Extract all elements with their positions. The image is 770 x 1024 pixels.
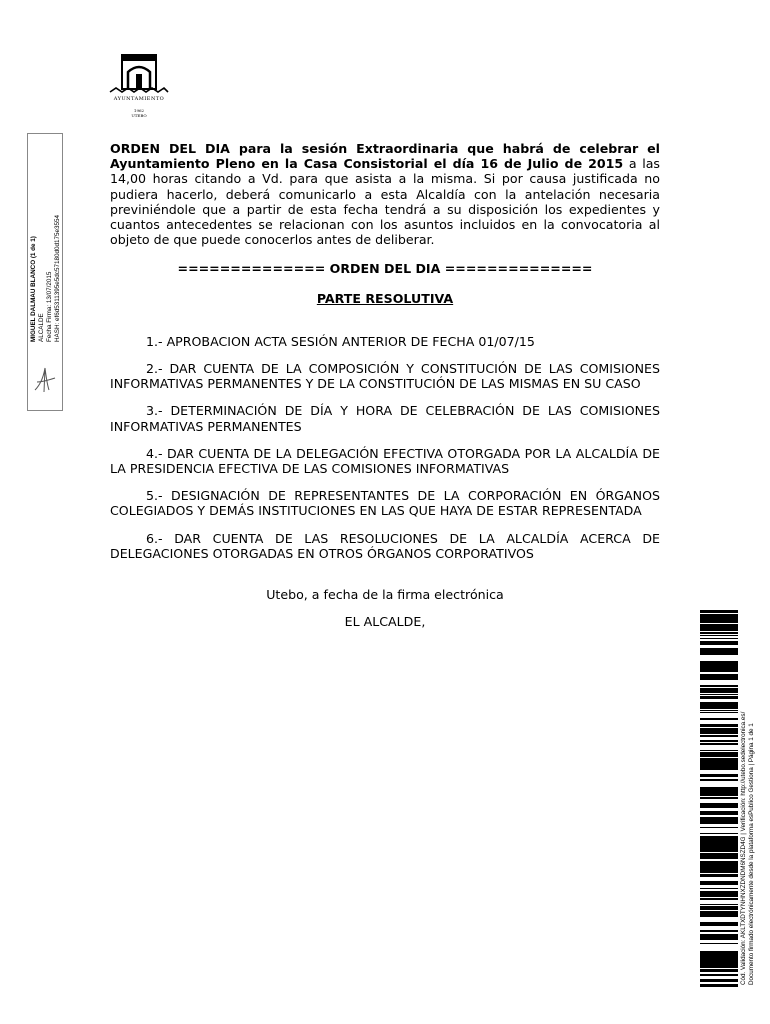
logo-year-text: 1962 [133, 108, 145, 113]
section-title: PARTE RESOLUTIVA [316, 290, 454, 306]
barcode-icon [700, 610, 738, 990]
signer-title: EL ALCALDE, [344, 614, 426, 630]
intro-bold-text: ORDEN DEL DIA para la sesión Extraordinaria que habrá de celebrar el Ayuntamiento Pleno en la Casa Consistorial el día 16 de Julio de 2015 [110, 141, 660, 172]
closing-line: Utebo, a fecha de la firma electrónica [266, 587, 504, 603]
barcode [700, 610, 738, 990]
agenda-list [110, 334, 660, 561]
signature-info [30, 92, 70, 342]
validation-info [740, 605, 764, 985]
logo-town-text: UTEBO [131, 113, 147, 118]
agenda-item: 4.- DAR CUENTA DE LA DELEGACIÓN EFECTIVA OTORGADA POR LA ALCALDÍA DE LA PRESIDENCIA EFECTIVA DE LAS COMISIONES INFORMATIVAS [110, 445, 660, 477]
municipal-logo [108, 52, 170, 116]
agenda-item: 1.- APROBACION ACTA SESIÓN ANTERIOR DE FECHA 01/07/15 [146, 333, 535, 349]
agenda-item: 2.- DAR CUENTA DE LA COMPOSICIÓN Y CONSTITUCIÓN DE LAS COMISIONES INFORMATIVAS PERMANENTES Y DE LA CONSTITUCIÓN DE LAS MISMAS EN SU CASO [110, 361, 660, 392]
signature-name: MIGUEL DALMAU BLANCO (1 de 1) [30, 236, 37, 342]
agenda-item: 5.- DESIGNACIÓN DE REPRESENTANTES DE LA CORPORACIÓN EN ÓRGANOS COLEGIADOS Y DEMÁS INSTITUCIONES EN LAS QUE HAYA DE ESTAR REPRESENTADA [110, 488, 660, 519]
document-body [110, 141, 660, 629]
signature-hash: HASH: ef6d5311395e5dc57180d0d175e3554 [54, 215, 61, 342]
validation-code: Cód. Validación: AKLTXDTYNHNXZDNDM6NSZD4G | Verificación: http://utebo.sedelectronica.es/ [740, 711, 747, 985]
logo-text: AYUNTAMIENTO [113, 96, 165, 102]
agenda-item: 3.- DETERMINACIÓN DE DÍA Y HORA DE CELEBRACIÓN DE LAS COMISIONES INFORMATIVAS PERMANENTES [110, 403, 660, 434]
intro-rest-text: a las 14,00 horas citando a Vd. para que asista a la misma. Si por causa justificada no pudiera hacerlo, deberá comunicarlo a esta Alcaldía con la antelación necesaria previniéndole que a partir de esta fecha tendrá a su disposición los expedientes y cuantos antecedentes se relacionan con los asuntos incluidos en la convocatoria al objeto de que puede conocerlos antes de deliberar. [110, 156, 660, 248]
orden-del-dia-heading: ============== ORDEN DEL DIA ============== [177, 261, 593, 277]
handwritten-signature-icon [31, 360, 59, 396]
castle-emblem-icon [108, 52, 170, 96]
intro-paragraph [110, 141, 660, 247]
agenda-item: 6.- DAR CUENTA DE LAS RESOLUCIONES DE LA ALCALDÍA ACERCA DE DELEGACIONES OTORGADAS EN OTROS ÓRGANOS CORPORATIVOS [110, 530, 660, 561]
validation-platform: Documento firmado electrónicamente desde la plataforma esPublico Gestiona | Página 1 de 1 [748, 723, 755, 985]
logo-year [108, 108, 170, 118]
signature-role: ALCALDE [38, 313, 45, 342]
signature-date: Fecha Firma: 13/07/2015 [46, 271, 53, 342]
